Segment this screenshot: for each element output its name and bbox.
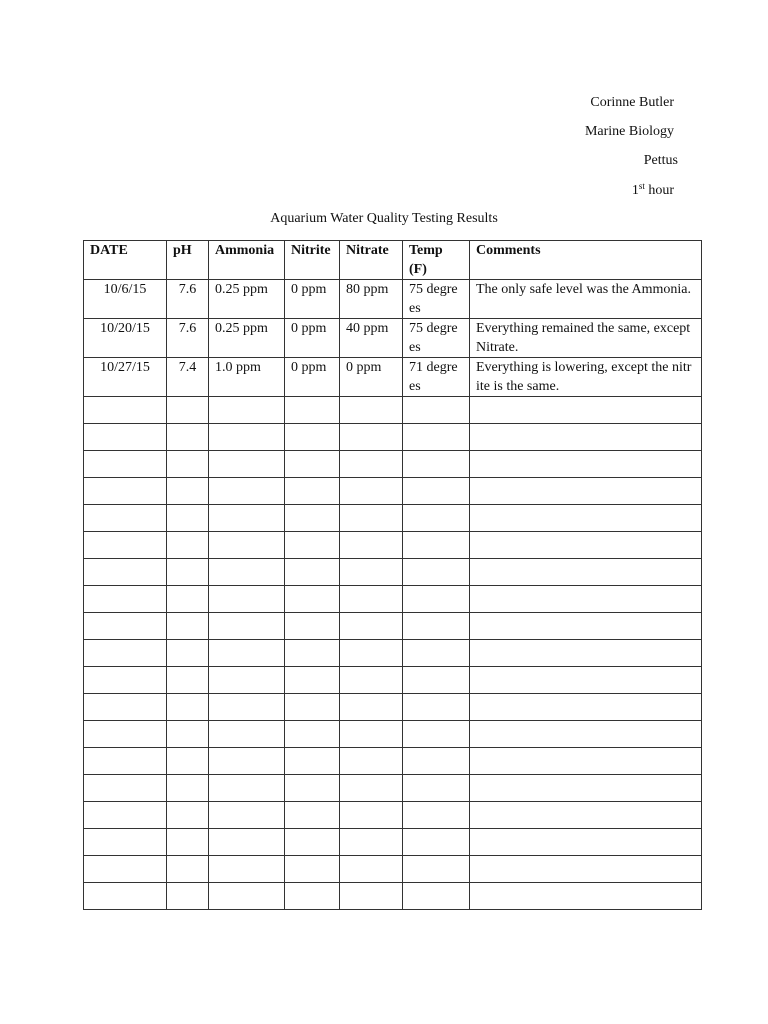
cell-nitrate bbox=[340, 667, 403, 694]
cell-nitrite bbox=[285, 856, 340, 883]
cell-nitrite bbox=[285, 505, 340, 532]
cell-date: 10/6/15 bbox=[84, 280, 167, 319]
cell-date bbox=[84, 424, 167, 451]
cell-nitrate bbox=[340, 397, 403, 424]
cell-nitrite bbox=[285, 748, 340, 775]
cell-date bbox=[84, 478, 167, 505]
cell-ammonia bbox=[209, 748, 285, 775]
cell-ammonia bbox=[209, 613, 285, 640]
cell-ammonia: 1.0 ppm bbox=[209, 358, 285, 397]
cell-date bbox=[84, 775, 167, 802]
cell-nitrate bbox=[340, 721, 403, 748]
cell-temp bbox=[403, 694, 470, 721]
cell-ph bbox=[167, 748, 209, 775]
cell-ammonia bbox=[209, 505, 285, 532]
teacher-name: Pettus bbox=[643, 153, 678, 168]
table-body bbox=[84, 241, 702, 910]
cell-date bbox=[84, 721, 167, 748]
cell-comments bbox=[470, 397, 702, 424]
cell-ammonia bbox=[209, 802, 285, 829]
table-row-empty bbox=[84, 694, 702, 721]
cell-ph bbox=[167, 505, 209, 532]
cell-ph bbox=[167, 775, 209, 802]
cell-date bbox=[84, 802, 167, 829]
period-word: hour bbox=[644, 183, 674, 198]
cell-temp bbox=[403, 424, 470, 451]
cell-ammonia bbox=[209, 586, 285, 613]
cell-ammonia bbox=[209, 559, 285, 586]
cell-nitrate bbox=[340, 883, 403, 910]
cell-comments bbox=[470, 667, 702, 694]
cell-comments bbox=[470, 694, 702, 721]
cell-nitrate bbox=[340, 424, 403, 451]
cell-comments bbox=[470, 478, 702, 505]
cell-nitrite: 0 ppm bbox=[285, 319, 340, 358]
cell-nitrite bbox=[285, 775, 340, 802]
student-name: Corinne Butler bbox=[590, 95, 674, 110]
table-row-empty bbox=[84, 775, 702, 802]
cell-date bbox=[84, 532, 167, 559]
table-row-empty bbox=[84, 640, 702, 667]
cell-temp bbox=[403, 640, 470, 667]
cell-comments bbox=[470, 613, 702, 640]
cell-nitrate: 40 ppm bbox=[340, 319, 403, 358]
column-header-comments: Comments bbox=[470, 241, 702, 280]
cell-ph bbox=[167, 883, 209, 910]
cell-ammonia: 0.25 ppm bbox=[209, 280, 285, 319]
cell-ammonia bbox=[209, 775, 285, 802]
cell-nitrite bbox=[285, 613, 340, 640]
table-row-empty bbox=[84, 532, 702, 559]
cell-comments bbox=[470, 829, 702, 856]
cell-ph bbox=[167, 478, 209, 505]
cell-comments bbox=[470, 802, 702, 829]
table-row-empty bbox=[84, 883, 702, 910]
cell-ph: 7.4 bbox=[167, 358, 209, 397]
cell-comments bbox=[470, 532, 702, 559]
cell-temp: 75 degrees bbox=[403, 319, 470, 358]
cell-temp bbox=[403, 775, 470, 802]
table-row-empty bbox=[84, 559, 702, 586]
cell-nitrate bbox=[340, 856, 403, 883]
cell-ph bbox=[167, 721, 209, 748]
cell-temp bbox=[403, 505, 470, 532]
period-number: 1 bbox=[631, 183, 639, 198]
cell-ph bbox=[167, 667, 209, 694]
cell-ammonia bbox=[209, 856, 285, 883]
cell-ph bbox=[167, 397, 209, 424]
table-row-empty bbox=[84, 451, 702, 478]
cell-ph bbox=[167, 559, 209, 586]
cell-nitrite bbox=[285, 694, 340, 721]
cell-nitrite bbox=[285, 424, 340, 451]
table-row-empty bbox=[84, 397, 702, 424]
column-header-ammonia: Ammonia bbox=[209, 241, 285, 280]
cell-nitrate bbox=[340, 775, 403, 802]
cell-date bbox=[84, 559, 167, 586]
period-suffix: st bbox=[638, 181, 645, 191]
cell-temp bbox=[403, 451, 470, 478]
cell-ammonia bbox=[209, 478, 285, 505]
cell-nitrite: 0 ppm bbox=[285, 280, 340, 319]
table-row-empty bbox=[84, 478, 702, 505]
cell-temp bbox=[403, 721, 470, 748]
cell-date bbox=[84, 667, 167, 694]
cell-nitrate bbox=[340, 505, 403, 532]
cell-nitrite bbox=[285, 397, 340, 424]
cell-comments bbox=[470, 424, 702, 451]
cell-temp bbox=[403, 532, 470, 559]
table-row bbox=[84, 319, 702, 358]
cell-nitrate bbox=[340, 640, 403, 667]
table-row bbox=[84, 280, 702, 319]
cell-temp bbox=[403, 883, 470, 910]
cell-comments: Everything remained the same, except Nitrate. bbox=[470, 319, 702, 358]
cell-temp bbox=[403, 829, 470, 856]
cell-comments: Everything is lowering, except the nitrite is the same. bbox=[470, 358, 702, 397]
cell-comments bbox=[470, 721, 702, 748]
cell-ammonia bbox=[209, 721, 285, 748]
cell-comments bbox=[470, 856, 702, 883]
results-table bbox=[83, 240, 702, 910]
cell-ammonia bbox=[209, 424, 285, 451]
cell-comments bbox=[470, 505, 702, 532]
table-row-empty bbox=[84, 613, 702, 640]
cell-ph bbox=[167, 694, 209, 721]
cell-temp bbox=[403, 802, 470, 829]
course-name: Marine Biology bbox=[584, 124, 674, 139]
column-header-temp: Temp (F) bbox=[403, 241, 470, 280]
cell-temp bbox=[403, 559, 470, 586]
cell-nitrate bbox=[340, 829, 403, 856]
cell-nitrate bbox=[340, 532, 403, 559]
cell-nitrite bbox=[285, 883, 340, 910]
cell-temp: 75 degrees bbox=[403, 280, 470, 319]
cell-temp bbox=[403, 748, 470, 775]
table-header-row bbox=[84, 241, 702, 280]
cell-ph bbox=[167, 532, 209, 559]
table-row-empty bbox=[84, 748, 702, 775]
table-row-empty bbox=[84, 424, 702, 451]
column-header-nitrate: Nitrate bbox=[340, 241, 403, 280]
cell-ph: 7.6 bbox=[167, 319, 209, 358]
cell-date: 10/27/15 bbox=[84, 358, 167, 397]
cell-nitrite bbox=[285, 586, 340, 613]
cell-nitrate bbox=[340, 478, 403, 505]
cell-temp bbox=[403, 478, 470, 505]
column-header-date: DATE bbox=[84, 241, 167, 280]
cell-ph: 7.6 bbox=[167, 280, 209, 319]
cell-ammonia bbox=[209, 829, 285, 856]
cell-nitrate bbox=[340, 802, 403, 829]
cell-nitrite bbox=[285, 532, 340, 559]
cell-comments: The only safe level was the Ammonia. bbox=[470, 280, 702, 319]
cell-nitrate: 0 ppm bbox=[340, 358, 403, 397]
column-header-ph: pH bbox=[167, 241, 209, 280]
table-row-empty bbox=[84, 667, 702, 694]
cell-ammonia bbox=[209, 694, 285, 721]
cell-date: 10/20/15 bbox=[84, 319, 167, 358]
cell-date bbox=[84, 640, 167, 667]
cell-comments bbox=[470, 775, 702, 802]
cell-temp bbox=[403, 397, 470, 424]
table-row-empty bbox=[84, 802, 702, 829]
cell-ammonia: 0.25 ppm bbox=[209, 319, 285, 358]
cell-comments bbox=[470, 451, 702, 478]
table-row-empty bbox=[84, 721, 702, 748]
cell-nitrite: 0 ppm bbox=[285, 358, 340, 397]
cell-date bbox=[84, 748, 167, 775]
cell-ph bbox=[167, 829, 209, 856]
cell-nitrate bbox=[340, 748, 403, 775]
cell-comments bbox=[470, 559, 702, 586]
cell-nitrite bbox=[285, 721, 340, 748]
cell-temp bbox=[403, 856, 470, 883]
cell-date bbox=[84, 586, 167, 613]
cell-ammonia bbox=[209, 667, 285, 694]
table-row-empty bbox=[84, 505, 702, 532]
class-period bbox=[632, 183, 674, 199]
document-title: Aquarium Water Quality Testing Results bbox=[270, 211, 498, 226]
cell-comments bbox=[470, 748, 702, 775]
cell-nitrite bbox=[285, 559, 340, 586]
cell-nitrate bbox=[340, 586, 403, 613]
cell-ammonia bbox=[209, 532, 285, 559]
cell-date bbox=[84, 451, 167, 478]
cell-temp bbox=[403, 613, 470, 640]
cell-nitrite bbox=[285, 451, 340, 478]
cell-nitrite bbox=[285, 667, 340, 694]
table-row-empty bbox=[84, 829, 702, 856]
cell-temp bbox=[403, 586, 470, 613]
cell-nitrate: 80 ppm bbox=[340, 280, 403, 319]
cell-date bbox=[84, 613, 167, 640]
cell-comments bbox=[470, 640, 702, 667]
cell-ammonia bbox=[209, 883, 285, 910]
column-header-nitrite: Nitrite bbox=[285, 241, 340, 280]
table-row-empty bbox=[84, 856, 702, 883]
cell-ph bbox=[167, 802, 209, 829]
table-row-empty bbox=[84, 586, 702, 613]
cell-date bbox=[84, 694, 167, 721]
cell-nitrite bbox=[285, 829, 340, 856]
cell-comments bbox=[470, 586, 702, 613]
cell-nitrite bbox=[285, 802, 340, 829]
cell-ph bbox=[167, 613, 209, 640]
cell-date bbox=[84, 829, 167, 856]
cell-ammonia bbox=[209, 397, 285, 424]
cell-ph bbox=[167, 856, 209, 883]
cell-comments bbox=[470, 883, 702, 910]
cell-nitrate bbox=[340, 694, 403, 721]
cell-date bbox=[84, 505, 167, 532]
cell-ammonia bbox=[209, 451, 285, 478]
cell-date bbox=[84, 397, 167, 424]
cell-temp: 71 degrees bbox=[403, 358, 470, 397]
cell-ph bbox=[167, 586, 209, 613]
cell-nitrite bbox=[285, 478, 340, 505]
cell-date bbox=[84, 856, 167, 883]
cell-date bbox=[84, 883, 167, 910]
cell-nitrate bbox=[340, 613, 403, 640]
cell-temp bbox=[403, 667, 470, 694]
cell-ph bbox=[167, 640, 209, 667]
table-row bbox=[84, 358, 702, 397]
cell-nitrate bbox=[340, 559, 403, 586]
cell-nitrate bbox=[340, 451, 403, 478]
cell-ph bbox=[167, 451, 209, 478]
cell-ammonia bbox=[209, 640, 285, 667]
cell-ph bbox=[167, 424, 209, 451]
cell-nitrite bbox=[285, 640, 340, 667]
